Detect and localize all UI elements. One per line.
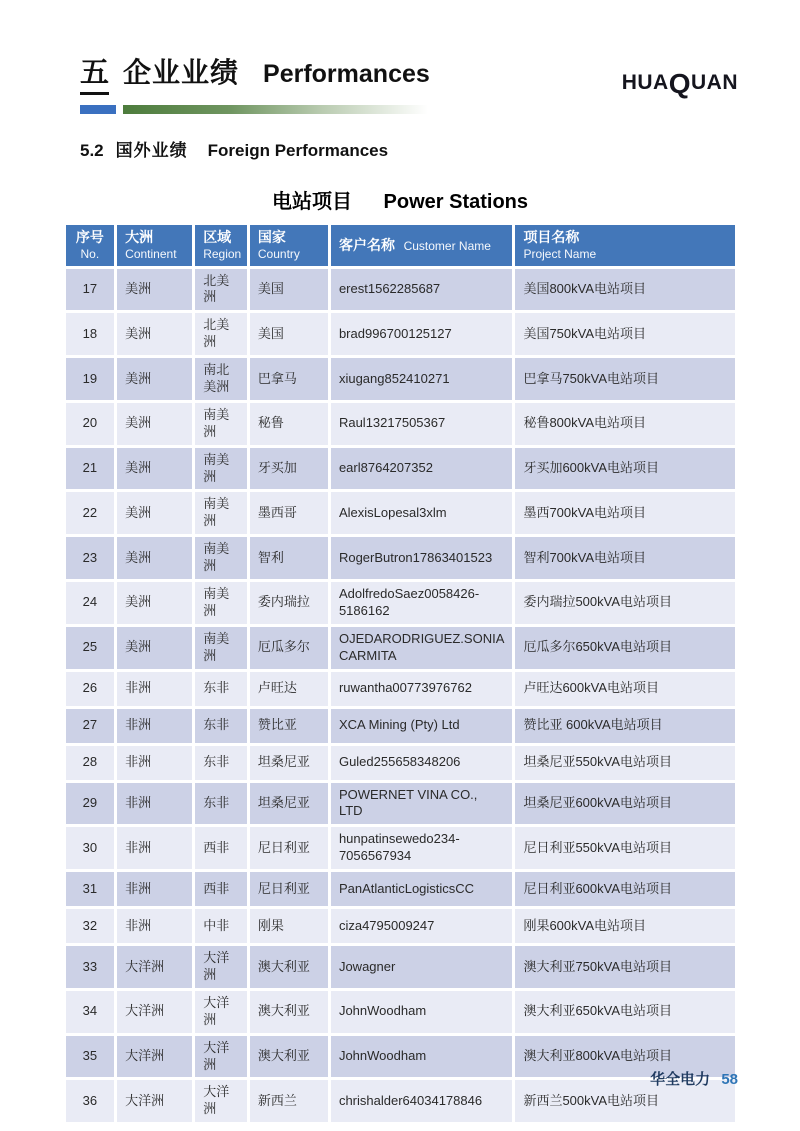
blue-bar [80, 105, 116, 114]
cell-no: 24 [66, 582, 115, 624]
cell-project: 墨西700kVA电站项目 [515, 492, 734, 534]
cell-region: 南北美洲 [195, 358, 247, 400]
cell-continent: 美洲 [117, 627, 192, 669]
cell-project: 厄瓜多尔650kVA电站项目 [515, 627, 734, 669]
section-heading [80, 136, 800, 161]
cell-region: 东非 [195, 709, 247, 743]
cell-country: 刚果 [250, 909, 328, 943]
cell-project: 澳大利亚650kVA电站项目 [515, 991, 734, 1033]
col-header-region [195, 225, 247, 266]
cell-region: 北美洲 [195, 313, 247, 355]
cell-country: 厄瓜多尔 [250, 627, 328, 669]
col-header-project-en: Project Name [523, 246, 597, 261]
cell-region: 东非 [195, 746, 247, 780]
cell-country: 坦桑尼亚 [250, 783, 328, 825]
col-header-country [250, 225, 328, 266]
cell-region: 西非 [195, 872, 247, 906]
cell-customer: AdolfredoSaez0058426-5186162 [331, 582, 512, 624]
cell-country: 新西兰 [250, 1080, 328, 1122]
chapter-header [80, 50, 738, 99]
cell-no: 23 [66, 537, 115, 579]
cell-no: 35 [66, 1036, 115, 1078]
cell-no: 31 [66, 872, 115, 906]
cell-customer: erest1562285687 [331, 269, 512, 311]
cell-project: 秘鲁800kVA电站项目 [515, 403, 734, 445]
col-header-no [66, 225, 115, 266]
cell-continent: 大洋洲 [117, 1036, 192, 1078]
cell-no: 21 [66, 448, 115, 490]
power-stations-table [63, 222, 738, 1125]
table-header [66, 225, 735, 266]
cell-continent: 非洲 [117, 783, 192, 825]
col-header-customer-en: Customer Name [403, 238, 491, 253]
cell-customer: Raul13217505367 [331, 403, 512, 445]
cell-no: 28 [66, 746, 115, 780]
cell-customer: JohnWoodham [331, 1036, 512, 1078]
cell-project: 巴拿马750kVA电站项目 [515, 358, 734, 400]
cell-no: 36 [66, 1080, 115, 1122]
cell-country: 尼日利亚 [250, 827, 328, 869]
cell-continent: 美洲 [117, 403, 192, 445]
cell-customer: hunpatinsewedo234-7056567934 [331, 827, 512, 869]
cell-continent: 非洲 [117, 827, 192, 869]
cell-continent: 非洲 [117, 909, 192, 943]
table-row [66, 991, 735, 1033]
huaquan-logo [621, 67, 738, 99]
cell-no: 29 [66, 783, 115, 825]
cell-project: 卢旺达600kVA电站项目 [515, 672, 734, 706]
col-header-continent-en: Continent [125, 246, 177, 261]
section-number: 5.2 [80, 141, 104, 160]
col-header-country-zh: 国家 [257, 229, 286, 245]
table-title-zh: 电站项目 [271, 191, 352, 213]
cell-customer: earl8764207352 [331, 448, 512, 490]
cell-continent: 非洲 [117, 672, 192, 706]
table-row [66, 1036, 735, 1078]
cell-project: 坦桑尼亚600kVA电站项目 [515, 783, 734, 825]
cell-customer: XCA Mining (Pty) Ltd [331, 709, 512, 743]
chapter-number: 五 [80, 50, 109, 95]
cell-region: 南美洲 [195, 627, 247, 669]
table-row [66, 537, 735, 579]
table-row [66, 582, 735, 624]
cell-region: 大洋洲 [195, 991, 247, 1033]
cell-project: 澳大利亚800kVA电站项目 [515, 1036, 734, 1078]
table-row [66, 448, 735, 490]
cell-country: 智利 [250, 537, 328, 579]
cell-project: 美国750kVA电站项目 [515, 313, 734, 355]
cell-no: 27 [66, 709, 115, 743]
table-row [66, 1080, 735, 1122]
table-row [66, 269, 735, 311]
cell-customer: RogerButron17863401523 [331, 537, 512, 579]
table-row [66, 827, 735, 869]
cell-customer: Guled255658348206 [331, 746, 512, 780]
table-row [66, 746, 735, 780]
cell-project: 尼日利亚600kVA电站项目 [515, 872, 734, 906]
cell-country: 委内瑞拉 [250, 582, 328, 624]
cell-project: 牙买加600kVA电站项目 [515, 448, 734, 490]
cell-continent: 美洲 [117, 582, 192, 624]
col-header-continent-zh: 大洲 [125, 229, 154, 245]
cell-country: 美国 [250, 313, 328, 355]
cell-continent: 美洲 [117, 358, 192, 400]
table-row [66, 672, 735, 706]
cell-no: 18 [66, 313, 115, 355]
cell-country: 坦桑尼亚 [250, 746, 328, 780]
cell-customer: ruwantha00773976762 [331, 672, 512, 706]
cell-customer: brad996700125127 [331, 313, 512, 355]
cell-continent: 非洲 [117, 872, 192, 906]
cell-customer: xiugang852410271 [331, 358, 512, 400]
cell-continent: 非洲 [117, 709, 192, 743]
cell-country: 秘鲁 [250, 403, 328, 445]
cell-project: 美国800kVA电站项目 [515, 269, 734, 311]
cell-customer: POWERNET VINA CO., LTD [331, 783, 512, 825]
logo-text-q: Q [668, 67, 691, 99]
section-title-en: Foreign Performances [207, 141, 389, 160]
table-body [66, 269, 735, 1123]
cell-country: 澳大利亚 [250, 946, 328, 988]
cell-region: 东非 [195, 783, 247, 825]
cell-country: 牙买加 [250, 448, 328, 490]
cell-project: 刚果600kVA电站项目 [515, 909, 734, 943]
cell-customer: ciza4795009247 [331, 909, 512, 943]
cell-continent: 美洲 [117, 269, 192, 311]
cell-no: 17 [66, 269, 115, 311]
cell-no: 32 [66, 909, 115, 943]
col-header-no-zh: 序号 [75, 229, 104, 245]
chapter-title-en: Performances [263, 60, 430, 88]
cell-no: 33 [66, 946, 115, 988]
cell-continent: 大洋洲 [117, 1080, 192, 1122]
cell-customer: AlexisLopesal3xlm [331, 492, 512, 534]
col-header-continent [117, 225, 192, 266]
col-header-project [515, 225, 734, 266]
cell-continent: 美洲 [117, 537, 192, 579]
cell-no: 19 [66, 358, 115, 400]
cell-region: 南美洲 [195, 448, 247, 490]
cell-continent: 美洲 [117, 313, 192, 355]
cell-no: 26 [66, 672, 115, 706]
cell-continent: 美洲 [117, 448, 192, 490]
cell-region: 南美洲 [195, 582, 247, 624]
table-row [66, 709, 735, 743]
footer-company-name: 华全电力 [650, 1071, 711, 1088]
cell-country: 卢旺达 [250, 672, 328, 706]
decorative-bars [80, 105, 800, 114]
cell-no: 34 [66, 991, 115, 1033]
cell-region: 大洋洲 [195, 1036, 247, 1078]
cell-region: 西非 [195, 827, 247, 869]
cell-country: 澳大利亚 [250, 991, 328, 1033]
cell-no: 22 [66, 492, 115, 534]
cell-region: 大洋洲 [195, 946, 247, 988]
cell-project: 委内瑞拉500kVA电站项目 [515, 582, 734, 624]
cell-no: 30 [66, 827, 115, 869]
logo-text-pre: HUA [621, 71, 669, 94]
cell-no: 25 [66, 627, 115, 669]
table-row [66, 313, 735, 355]
cell-country: 美国 [250, 269, 328, 311]
cell-customer: PanAtlanticLogisticsCC [331, 872, 512, 906]
chapter-title [80, 50, 430, 95]
cell-country: 赞比亚 [250, 709, 328, 743]
col-header-no-en: No. [80, 246, 100, 261]
col-header-region-en: Region [203, 246, 242, 261]
cell-country: 澳大利亚 [250, 1036, 328, 1078]
logo-text-post: UAN [691, 71, 738, 94]
chapter-title-zh: 企业业绩 [123, 57, 240, 88]
col-header-customer [331, 225, 512, 266]
cell-continent: 非洲 [117, 746, 192, 780]
col-header-country-en: Country [257, 246, 300, 261]
cell-project: 赞比亚 600kVA电站项目 [515, 709, 734, 743]
cell-continent: 美洲 [117, 492, 192, 534]
table-row [66, 872, 735, 906]
cell-region: 南美洲 [195, 403, 247, 445]
table-row [66, 492, 735, 534]
col-header-region-zh: 区域 [203, 229, 232, 245]
cell-country: 巴拿马 [250, 358, 328, 400]
cell-project: 尼日利亚550kVA电站项目 [515, 827, 734, 869]
cell-region: 南美洲 [195, 492, 247, 534]
table-row [66, 403, 735, 445]
cell-customer: chrishalder64034178846 [331, 1080, 512, 1122]
cell-continent: 大洋洲 [117, 946, 192, 988]
cell-project: 澳大利亚750kVA电站项目 [515, 946, 734, 988]
green-gradient-bar [123, 105, 428, 114]
cell-customer: JohnWoodham [331, 991, 512, 1033]
cell-project: 新西兰500kVA电站项目 [515, 1080, 734, 1122]
cell-region: 南美洲 [195, 537, 247, 579]
col-header-project-zh: 项目名称 [523, 229, 580, 245]
cell-project: 智利700kVA电站项目 [515, 537, 734, 579]
col-header-customer-zh: 客户名称 [338, 236, 395, 253]
cell-no: 20 [66, 403, 115, 445]
table-row [66, 627, 735, 669]
cell-customer: OJEDARODRIGUEZ.SONIACARMITA [331, 627, 512, 669]
table-row [66, 358, 735, 400]
cell-customer: Jowagner [331, 946, 512, 988]
table-header-row [66, 225, 735, 266]
section-title-zh: 国外业绩 [115, 141, 188, 160]
page-footer [650, 1068, 738, 1089]
table-row [66, 909, 735, 943]
cell-region: 东非 [195, 672, 247, 706]
cell-continent: 大洋洲 [117, 991, 192, 1033]
cell-region: 中非 [195, 909, 247, 943]
cell-region: 北美洲 [195, 269, 247, 311]
table-title [63, 185, 738, 214]
cell-country: 墨西哥 [250, 492, 328, 534]
table-row [66, 783, 735, 825]
cell-project: 坦桑尼亚550kVA电站项目 [515, 746, 734, 780]
table-row [66, 946, 735, 988]
cell-country: 尼日利亚 [250, 872, 328, 906]
footer-page-number: 58 [721, 1071, 738, 1088]
cell-region: 大洋洲 [195, 1080, 247, 1122]
table-title-en: Power Stations [383, 191, 529, 213]
